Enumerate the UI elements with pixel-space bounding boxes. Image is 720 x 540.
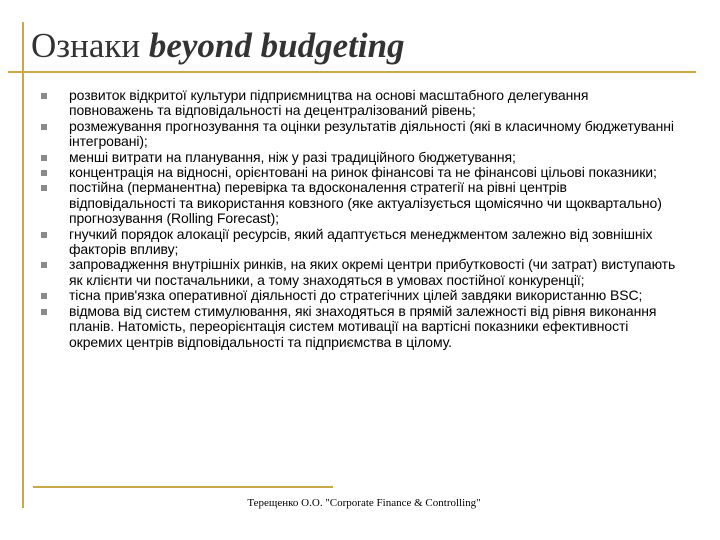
bullet-list — [36, 88, 676, 350]
bullet-text: гнучкий порядок алокації ресурсів, який адаптується менеджментом залежно від зовнішніх факторів впливу; — [69, 225, 653, 258]
square-bullet-icon — [41, 309, 47, 315]
bullet-item — [36, 165, 676, 180]
square-bullet-icon — [41, 155, 47, 161]
square-bullet-icon — [41, 93, 47, 99]
bullet-item — [36, 227, 676, 258]
bullet-text: розмежування прогнозування та оцінки результатів діяльності (які в класичному бюджетуванні інтегровані); — [69, 117, 674, 150]
bullet-item — [36, 150, 676, 165]
square-bullet-icon — [41, 262, 47, 268]
footer-credit: Терещенко О.О. "Corporate Finance & Controlling" — [247, 497, 481, 509]
footer-separator-line — [33, 486, 333, 488]
slide-title — [31, 28, 405, 63]
bullet-item — [36, 88, 676, 119]
vertical-accent-line — [22, 22, 24, 508]
bullet-item — [36, 288, 676, 303]
bullet-item — [36, 119, 676, 150]
bullet-text: відмова від систем стимулювання, які знаходяться в прямій залежності від рівня виконання планів. Натомість, переорієнтація систем мотивації на вартісні показники ефективності окремих центрів відповідальності та підприємства в цілому. — [69, 302, 657, 350]
square-bullet-icon — [41, 232, 47, 238]
bullet-item — [36, 304, 676, 350]
bullet-text: постійна (перманентна) перевірка та вдосконалення стратегії на рівні центрів відповідальності та використання ковзного (яке актуалізується щомісячно чи щоквартально) прогнозування (Rolling Forecast); — [69, 179, 662, 227]
bullet-text: розвиток відкритої культури підприємництва на основі масштабного делегування повноважень та відповідальності на децентралізований рівень; — [69, 87, 589, 119]
bullet-text: концентрація на відносні, орієнтовані на ринок фінансові та не фінансові цільові показники; — [69, 164, 657, 181]
square-bullet-icon — [41, 170, 47, 176]
square-bullet-icon — [41, 124, 47, 130]
title-underline — [8, 71, 696, 73]
bullet-text: менші витрати на планування, ніж у разі традиційного бюджетування; — [69, 148, 516, 165]
bullet-item — [36, 257, 676, 288]
square-bullet-icon — [41, 293, 47, 299]
bullet-item — [36, 180, 676, 226]
title-emphasis-part: beyond budgeting — [148, 26, 405, 65]
title-regular-part: Ознаки — [31, 26, 149, 65]
square-bullet-icon — [41, 185, 47, 191]
bullet-text: тісна прив'язка оперативної діяльності до стратегічних цілей завдяки використанню BSC; — [69, 287, 643, 304]
bullet-text: запровадження внутрішніх ринків, на яких окремі центри прибутковості (чи затрат) виступають як клієнти чи постачальники, а тому знаходяться в умовах постійної конкуренції; — [69, 256, 676, 288]
